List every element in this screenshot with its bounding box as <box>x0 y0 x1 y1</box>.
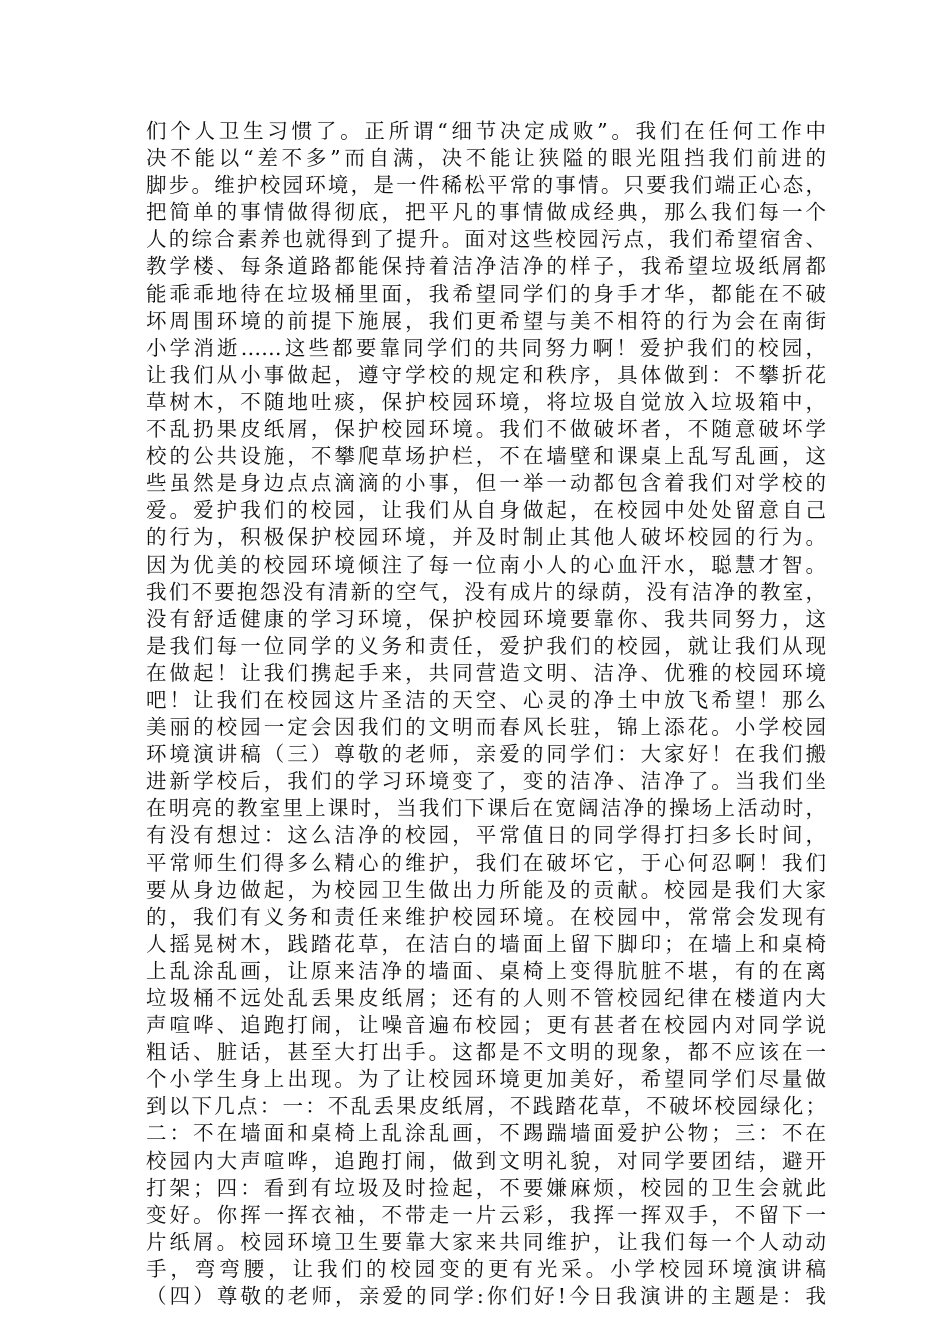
text-line: 片纸屑。校园环境卫生要靠大家来共同维护，让我们每一个人动动 <box>146 1229 826 1254</box>
text-line: 声喧哗、追跑打闹，让噪音遍布校园；更有甚者在校园内对同学说 <box>146 1013 826 1038</box>
text-line: 校园内大声喧哗，追跑打闹，做到文明礼貌，对同学要团结，避开 <box>146 1148 826 1173</box>
text-line: 有没有想过：这么洁净的校园，平常值日的同学得打扫多长时间， <box>146 823 826 848</box>
text-line: 把简单的事情做得彻底，把平凡的事情做成经典，那么我们每一个 <box>146 200 826 225</box>
text-line: 平常师生们得多么精心的维护，我们在破坏它，于心何忍啊！我们 <box>146 850 826 875</box>
text-line: 打架；四：看到有垃圾及时捡起，不要嫌麻烦，校园的卫生会就此 <box>146 1175 826 1200</box>
text-line: 校的公共设施，不攀爬草场护栏，不在墙壁和课桌上乱写乱画，这 <box>146 444 826 469</box>
text-line: 粗话、脏话，甚至大打出手。这都是不文明的现象，都不应该在一 <box>146 1040 826 1065</box>
text-line: 环境演讲稿（三）尊敬的老师，亲爱的同学们：大家好！在我们搬 <box>146 742 826 767</box>
text-line: 个小学生身上出现。为了让校园环境更加美好，希望同学们尽量做 <box>146 1067 826 1092</box>
text-line: 变好。你挥一挥衣袖，不带走一片云彩，我挥一挥双手，不留下一 <box>146 1202 826 1227</box>
text-line: 人的综合素养也就得到了提升。面对这些校园污点，我们希望宿舍、 <box>146 227 826 252</box>
text-line: 到以下几点：一：不乱丢果皮纸屑，不践踏花草，不破坏校园绿化； <box>146 1094 826 1119</box>
text-line: 我们不要抱怨没有清新的空气，没有成片的绿荫，没有洁净的教室， <box>146 579 826 604</box>
text-line: 垃圾桶不远处乱丢果皮纸屑；还有的人则不管校园纪律在楼道内大 <box>146 986 826 1010</box>
text-line: 是我们每一位同学的义务和责任，爱护我们的校园，就让我们从现 <box>146 633 826 658</box>
text-line: 因为优美的校园环境倾注了每一位南小人的心血汗水，聪慧才智。 <box>146 552 826 577</box>
text-line: 手，弯弯腰，让我们的校园变的更有光采。小学校园环境演讲稿 <box>146 1256 826 1281</box>
text-line: 吧！让我们在校园这片圣洁的天空、心灵的净土中放飞希望！那么 <box>146 687 826 712</box>
text-line: 的行为，积极保护校园环境，并及时制止其他人破坏校园的行为。 <box>146 525 826 550</box>
text-line: 些虽然是身边点点滴滴的小事，但一举一动都包含着我们对学校的 <box>146 471 826 496</box>
text-line: 小学消逝……这些都要靠同学们的共同努力啊！爱护我们的校园， <box>146 335 826 360</box>
text-line: 进新学校后，我们的学习环境变了，变的洁净、洁净了。当我们坐 <box>146 769 826 794</box>
text-line: 们个人卫生习惯了。正所谓“细节决定成败”。我们在任何工作中 <box>146 119 826 143</box>
text-line: （四）尊敬的老师，亲爱的同学:你们好!今日我演讲的主题是：我 <box>146 1284 826 1309</box>
text-line: 没有舒适健康的学习环境，保护校园环境要靠你、我共同努力，这 <box>146 606 826 631</box>
text-line: 让我们从小事做起，遵守学校的规定和秩序，具体做到：不攀折花 <box>146 362 826 387</box>
text-line: 在做起！让我们携起手来，共同营造文明、洁净、优雅的校园环境 <box>146 660 826 685</box>
text-line: 美丽的校园一定会因我们的文明而春风长驻，锦上添花。小学校园 <box>146 715 826 740</box>
text-line: 要从身边做起，为校园卫生做出力所能及的贡献。校园是我们大家 <box>146 877 826 902</box>
text-line: 不乱扔果皮纸屑，保护校园环境。我们不做破坏者，不随意破坏学 <box>146 417 826 442</box>
text-line: 上乱涂乱画，让原来洁净的墙面、桌椅上变得肮脏不堪，有的在离 <box>146 958 826 983</box>
text-line: 能乖乖地待在垃圾桶里面，我希望同学们的身手才华，都能在不破 <box>146 281 826 306</box>
text-line: 的，我们有义务和责任来维护校园环境。在校园中，常常会发现有 <box>146 904 826 929</box>
text-line: 坏周围环境的前提下施展，我们更希望与美不相符的行为会在南街 <box>146 308 826 333</box>
text-line: 在明亮的教室里上课时，当我们下课后在宽阔洁净的操场上活动时， <box>146 796 826 821</box>
text-line: 二：不在墙面和桌椅上乱涂乱画，不踢踹墙面爱护公物；三：不在 <box>146 1121 826 1146</box>
text-line: 决不能以“差不多”而自满，决不能让狭隘的眼光阻挡我们前进的 <box>146 146 826 171</box>
text-line: 爱。爱护我们的校园，让我们从自身做起，在校园中处处留意自己 <box>146 498 826 523</box>
text-line: 人摇晃树木，践踏花草，在洁白的墙面上留下脚印；在墙上和桌椅 <box>146 931 826 956</box>
text-line: 草树木，不随地吐痰，保护校园环境，将垃圾自觉放入垃圾箱中， <box>146 389 826 414</box>
text-line: 教学楼、每条道路都能保持着洁净洁净的样子，我希望垃圾纸屑都 <box>146 254 826 279</box>
text-line: 脚步。维护校园环境，是一件稀松平常的事情。只要我们端正心态， <box>146 173 826 198</box>
body-text <box>146 118 826 1310</box>
